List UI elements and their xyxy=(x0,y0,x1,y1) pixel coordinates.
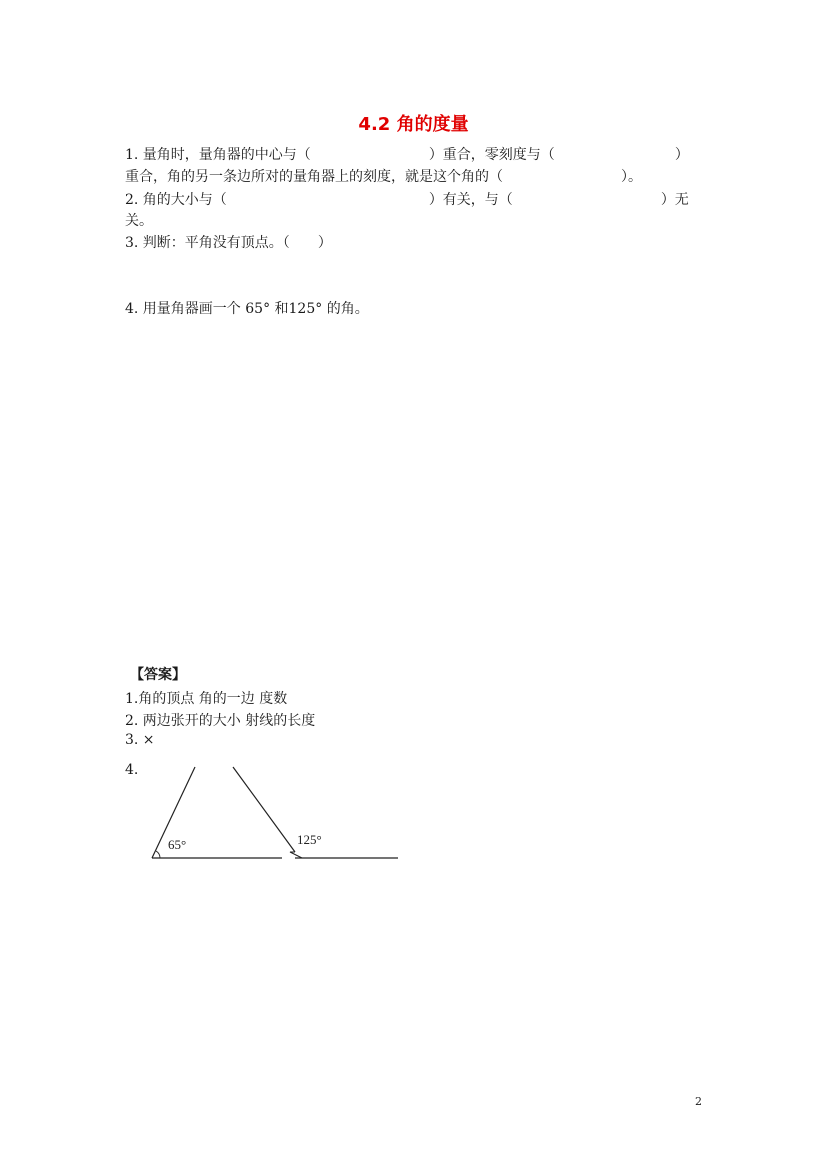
question-1-line-2 xyxy=(125,166,642,188)
question-2-line-2: 关。 xyxy=(125,213,153,229)
answer-1: 1.角的顶点 角的一边 度数 xyxy=(125,691,288,707)
angle-65-label: 65° xyxy=(168,837,187,852)
question-2 xyxy=(125,189,689,211)
question-3-text-a: 3. 判断：平角没有顶点。（ xyxy=(125,235,290,251)
question-1 xyxy=(125,144,689,166)
question-1-text-c: ） xyxy=(674,147,689,163)
question-2-text-a: 2. 角的大小与（ xyxy=(125,192,227,208)
question-3-text-b: ） xyxy=(317,235,332,251)
question-2-text-c: ）无 xyxy=(660,192,689,208)
angle-125-side-ray xyxy=(233,767,295,852)
page-number: 2 xyxy=(695,1095,702,1108)
question-3 xyxy=(125,232,332,254)
question-1-text-d: 重合，角的另一条边所对的量角器上的刻度，就是这个角的（ xyxy=(125,169,503,185)
question-1-text-a: 1. 量角时，量角器的中心与（ xyxy=(125,147,311,163)
question-4: 4. 用量角器画一个 65° 和125° 的角。 xyxy=(125,301,369,317)
answer-3: 3. × xyxy=(125,732,155,748)
angle-figure xyxy=(150,765,405,865)
page-title: 4.2 角的度量 xyxy=(358,114,469,135)
angle-125-label: 125° xyxy=(297,832,322,847)
angle-65-arc xyxy=(156,851,160,858)
answer-4: 4. xyxy=(125,762,139,778)
answers-heading: 【答案】 xyxy=(130,667,186,683)
question-1-text-b: ）重合，零刻度与（ xyxy=(428,147,555,163)
question-1-text-e: ）。 xyxy=(621,169,642,185)
answer-2: 2. 两边张开的大小 射线的长度 xyxy=(125,713,316,729)
question-2-text-b: ）有关，与（ xyxy=(428,192,513,208)
angle-125-arc xyxy=(290,852,302,858)
